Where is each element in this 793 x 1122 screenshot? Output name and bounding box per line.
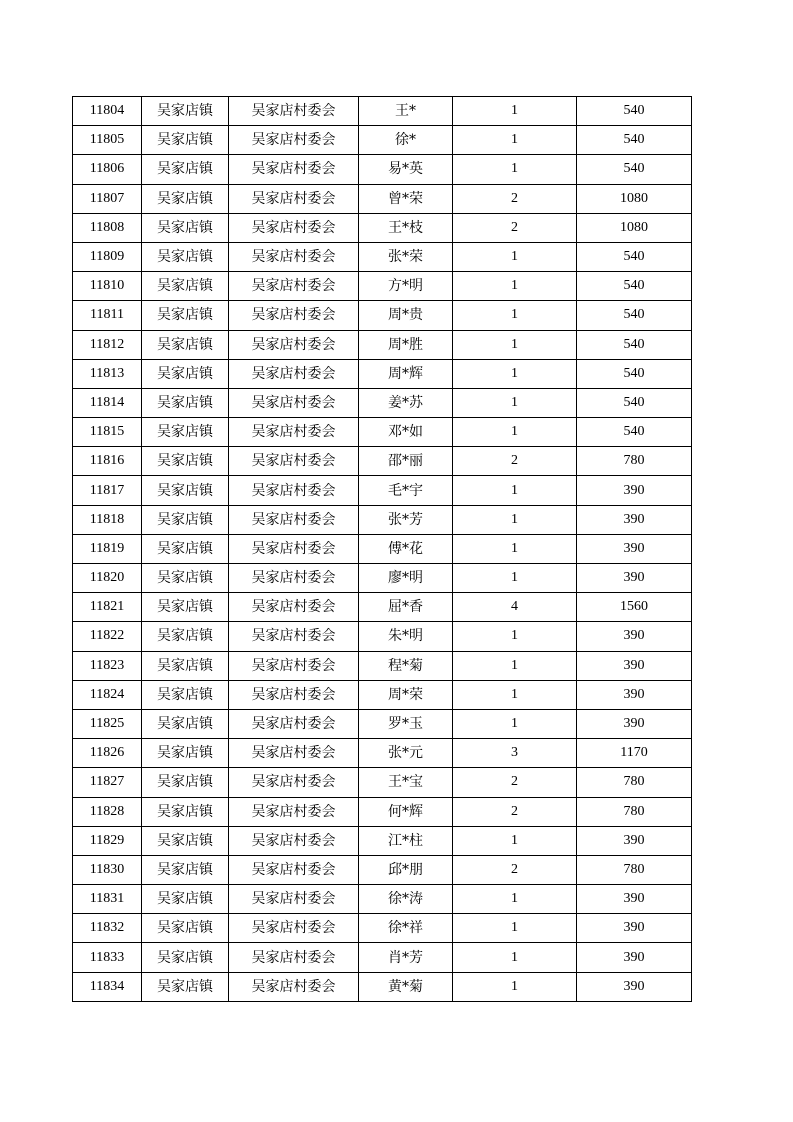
town-cell: 吴家店镇 [142, 301, 229, 330]
amount-cell: 390 [577, 709, 692, 738]
village-committee-cell: 吴家店村委会 [229, 622, 359, 651]
amount-cell: 1170 [577, 739, 692, 768]
table-row [73, 388, 692, 417]
table-row [73, 97, 692, 126]
table-row [73, 622, 692, 651]
table-row [73, 476, 692, 505]
name-cell: 徐*涛 [359, 885, 453, 914]
amount-cell: 540 [577, 418, 692, 447]
village-committee-cell: 吴家店村委会 [229, 330, 359, 359]
row-number-cell: 11814 [73, 388, 142, 417]
table-row [73, 972, 692, 1001]
row-number-cell: 11816 [73, 447, 142, 476]
village-committee-cell: 吴家店村委会 [229, 534, 359, 563]
row-number-cell: 11813 [73, 359, 142, 388]
amount-cell: 390 [577, 651, 692, 680]
name-cell: 程*菊 [359, 651, 453, 680]
name-cell: 黄*菊 [359, 972, 453, 1001]
name-cell: 张*芳 [359, 505, 453, 534]
village-committee-cell: 吴家店村委会 [229, 564, 359, 593]
count-cell: 1 [453, 126, 577, 155]
town-cell: 吴家店镇 [142, 826, 229, 855]
village-committee-cell: 吴家店村委会 [229, 447, 359, 476]
count-cell: 1 [453, 914, 577, 943]
town-cell: 吴家店镇 [142, 972, 229, 1001]
village-committee-cell: 吴家店村委会 [229, 768, 359, 797]
town-cell: 吴家店镇 [142, 184, 229, 213]
name-cell: 江*柱 [359, 826, 453, 855]
row-number-cell: 11825 [73, 709, 142, 738]
table-row [73, 272, 692, 301]
table-row [73, 418, 692, 447]
amount-cell: 390 [577, 972, 692, 1001]
village-committee-cell: 吴家店村委会 [229, 680, 359, 709]
town-cell: 吴家店镇 [142, 242, 229, 271]
table-row [73, 885, 692, 914]
village-committee-cell: 吴家店村委会 [229, 797, 359, 826]
amount-cell: 390 [577, 943, 692, 972]
town-cell: 吴家店镇 [142, 272, 229, 301]
table-row [73, 330, 692, 359]
amount-cell: 540 [577, 359, 692, 388]
count-cell: 1 [453, 330, 577, 359]
count-cell: 1 [453, 476, 577, 505]
row-number-cell: 11831 [73, 885, 142, 914]
data-table [72, 96, 692, 1002]
count-cell: 1 [453, 534, 577, 563]
amount-cell: 780 [577, 797, 692, 826]
count-cell: 1 [453, 359, 577, 388]
row-number-cell: 11824 [73, 680, 142, 709]
village-committee-cell: 吴家店村委会 [229, 739, 359, 768]
count-cell: 1 [453, 943, 577, 972]
village-committee-cell: 吴家店村委会 [229, 242, 359, 271]
town-cell: 吴家店镇 [142, 622, 229, 651]
village-committee-cell: 吴家店村委会 [229, 359, 359, 388]
amount-cell: 540 [577, 97, 692, 126]
village-committee-cell: 吴家店村委会 [229, 272, 359, 301]
row-number-cell: 11805 [73, 126, 142, 155]
count-cell: 1 [453, 651, 577, 680]
row-number-cell: 11834 [73, 972, 142, 1001]
name-cell: 周*辉 [359, 359, 453, 388]
table-row [73, 943, 692, 972]
village-committee-cell: 吴家店村委会 [229, 826, 359, 855]
name-cell: 王*枝 [359, 213, 453, 242]
count-cell: 2 [453, 447, 577, 476]
count-cell: 2 [453, 213, 577, 242]
name-cell: 朱*明 [359, 622, 453, 651]
amount-cell: 390 [577, 564, 692, 593]
table-row [73, 301, 692, 330]
name-cell: 姜*苏 [359, 388, 453, 417]
town-cell: 吴家店镇 [142, 97, 229, 126]
amount-cell: 540 [577, 126, 692, 155]
town-cell: 吴家店镇 [142, 680, 229, 709]
count-cell: 1 [453, 564, 577, 593]
row-number-cell: 11804 [73, 97, 142, 126]
amount-cell: 1080 [577, 184, 692, 213]
count-cell: 4 [453, 593, 577, 622]
row-number-cell: 11830 [73, 855, 142, 884]
name-cell: 曾*荣 [359, 184, 453, 213]
amount-cell: 540 [577, 272, 692, 301]
count-cell: 1 [453, 885, 577, 914]
amount-cell: 540 [577, 155, 692, 184]
row-number-cell: 11812 [73, 330, 142, 359]
count-cell: 1 [453, 680, 577, 709]
table-row [73, 651, 692, 680]
village-committee-cell: 吴家店村委会 [229, 505, 359, 534]
name-cell: 肖*芳 [359, 943, 453, 972]
town-cell: 吴家店镇 [142, 885, 229, 914]
count-cell: 1 [453, 155, 577, 184]
count-cell: 1 [453, 97, 577, 126]
village-committee-cell: 吴家店村委会 [229, 184, 359, 213]
name-cell: 徐* [359, 126, 453, 155]
row-number-cell: 11832 [73, 914, 142, 943]
count-cell: 1 [453, 826, 577, 855]
count-cell: 2 [453, 184, 577, 213]
name-cell: 傅*花 [359, 534, 453, 563]
town-cell: 吴家店镇 [142, 155, 229, 184]
row-number-cell: 11817 [73, 476, 142, 505]
table-row [73, 680, 692, 709]
table-row [73, 184, 692, 213]
town-cell: 吴家店镇 [142, 359, 229, 388]
amount-cell: 1560 [577, 593, 692, 622]
name-cell: 周*贵 [359, 301, 453, 330]
town-cell: 吴家店镇 [142, 418, 229, 447]
amount-cell: 540 [577, 242, 692, 271]
village-committee-cell: 吴家店村委会 [229, 593, 359, 622]
amount-cell: 390 [577, 505, 692, 534]
amount-cell: 1080 [577, 213, 692, 242]
table-body [73, 97, 692, 1002]
count-cell: 1 [453, 388, 577, 417]
amount-cell: 390 [577, 826, 692, 855]
count-cell: 1 [453, 301, 577, 330]
row-number-cell: 11827 [73, 768, 142, 797]
name-cell: 张*元 [359, 739, 453, 768]
table-row [73, 505, 692, 534]
count-cell: 1 [453, 505, 577, 534]
row-number-cell: 11808 [73, 213, 142, 242]
town-cell: 吴家店镇 [142, 739, 229, 768]
village-committee-cell: 吴家店村委会 [229, 418, 359, 447]
row-number-cell: 11810 [73, 272, 142, 301]
name-cell: 何*辉 [359, 797, 453, 826]
village-committee-cell: 吴家店村委会 [229, 213, 359, 242]
table-row [73, 242, 692, 271]
row-number-cell: 11809 [73, 242, 142, 271]
row-number-cell: 11828 [73, 797, 142, 826]
village-committee-cell: 吴家店村委会 [229, 855, 359, 884]
name-cell: 邵*丽 [359, 447, 453, 476]
village-committee-cell: 吴家店村委会 [229, 972, 359, 1001]
table-row [73, 359, 692, 388]
table-row [73, 914, 692, 943]
amount-cell: 540 [577, 330, 692, 359]
amount-cell: 780 [577, 768, 692, 797]
town-cell: 吴家店镇 [142, 534, 229, 563]
town-cell: 吴家店镇 [142, 797, 229, 826]
name-cell: 邓*如 [359, 418, 453, 447]
row-number-cell: 11815 [73, 418, 142, 447]
name-cell: 方*明 [359, 272, 453, 301]
name-cell: 周*胜 [359, 330, 453, 359]
table-row [73, 447, 692, 476]
row-number-cell: 11811 [73, 301, 142, 330]
count-cell: 2 [453, 768, 577, 797]
row-number-cell: 11823 [73, 651, 142, 680]
village-committee-cell: 吴家店村委会 [229, 709, 359, 738]
count-cell: 2 [453, 797, 577, 826]
village-committee-cell: 吴家店村委会 [229, 301, 359, 330]
town-cell: 吴家店镇 [142, 476, 229, 505]
table-row [73, 768, 692, 797]
table-row [73, 213, 692, 242]
row-number-cell: 11820 [73, 564, 142, 593]
amount-cell: 390 [577, 885, 692, 914]
table-row [73, 126, 692, 155]
count-cell: 1 [453, 972, 577, 1001]
town-cell: 吴家店镇 [142, 914, 229, 943]
name-cell: 屈*香 [359, 593, 453, 622]
row-number-cell: 11819 [73, 534, 142, 563]
town-cell: 吴家店镇 [142, 593, 229, 622]
table-row [73, 826, 692, 855]
amount-cell: 390 [577, 622, 692, 651]
row-number-cell: 11822 [73, 622, 142, 651]
village-committee-cell: 吴家店村委会 [229, 914, 359, 943]
name-cell: 王*宝 [359, 768, 453, 797]
amount-cell: 390 [577, 914, 692, 943]
name-cell: 易*英 [359, 155, 453, 184]
name-cell: 张*荣 [359, 242, 453, 271]
town-cell: 吴家店镇 [142, 213, 229, 242]
name-cell: 廖*明 [359, 564, 453, 593]
table-row [73, 855, 692, 884]
town-cell: 吴家店镇 [142, 447, 229, 476]
count-cell: 1 [453, 709, 577, 738]
row-number-cell: 11821 [73, 593, 142, 622]
town-cell: 吴家店镇 [142, 126, 229, 155]
amount-cell: 390 [577, 680, 692, 709]
village-committee-cell: 吴家店村委会 [229, 126, 359, 155]
row-number-cell: 11833 [73, 943, 142, 972]
count-cell: 3 [453, 739, 577, 768]
name-cell: 罗*玉 [359, 709, 453, 738]
village-committee-cell: 吴家店村委会 [229, 97, 359, 126]
town-cell: 吴家店镇 [142, 651, 229, 680]
row-number-cell: 11818 [73, 505, 142, 534]
table-row [73, 709, 692, 738]
row-number-cell: 11806 [73, 155, 142, 184]
amount-cell: 780 [577, 855, 692, 884]
village-committee-cell: 吴家店村委会 [229, 155, 359, 184]
amount-cell: 390 [577, 476, 692, 505]
town-cell: 吴家店镇 [142, 768, 229, 797]
amount-cell: 780 [577, 447, 692, 476]
count-cell: 1 [453, 242, 577, 271]
row-number-cell: 11826 [73, 739, 142, 768]
town-cell: 吴家店镇 [142, 330, 229, 359]
row-number-cell: 11807 [73, 184, 142, 213]
table-row [73, 739, 692, 768]
count-cell: 1 [453, 622, 577, 651]
table-row [73, 155, 692, 184]
table-row [73, 593, 692, 622]
town-cell: 吴家店镇 [142, 855, 229, 884]
village-committee-cell: 吴家店村委会 [229, 651, 359, 680]
village-committee-cell: 吴家店村委会 [229, 943, 359, 972]
amount-cell: 390 [577, 534, 692, 563]
name-cell: 周*荣 [359, 680, 453, 709]
count-cell: 1 [453, 418, 577, 447]
town-cell: 吴家店镇 [142, 709, 229, 738]
amount-cell: 540 [577, 388, 692, 417]
village-committee-cell: 吴家店村委会 [229, 476, 359, 505]
count-cell: 1 [453, 272, 577, 301]
table-row [73, 564, 692, 593]
name-cell: 毛*宇 [359, 476, 453, 505]
name-cell: 邱*朋 [359, 855, 453, 884]
table-row [73, 797, 692, 826]
town-cell: 吴家店镇 [142, 943, 229, 972]
amount-cell: 540 [577, 301, 692, 330]
name-cell: 王* [359, 97, 453, 126]
town-cell: 吴家店镇 [142, 388, 229, 417]
name-cell: 徐*祥 [359, 914, 453, 943]
count-cell: 2 [453, 855, 577, 884]
village-committee-cell: 吴家店村委会 [229, 388, 359, 417]
village-committee-cell: 吴家店村委会 [229, 885, 359, 914]
town-cell: 吴家店镇 [142, 505, 229, 534]
town-cell: 吴家店镇 [142, 564, 229, 593]
table-row [73, 534, 692, 563]
row-number-cell: 11829 [73, 826, 142, 855]
